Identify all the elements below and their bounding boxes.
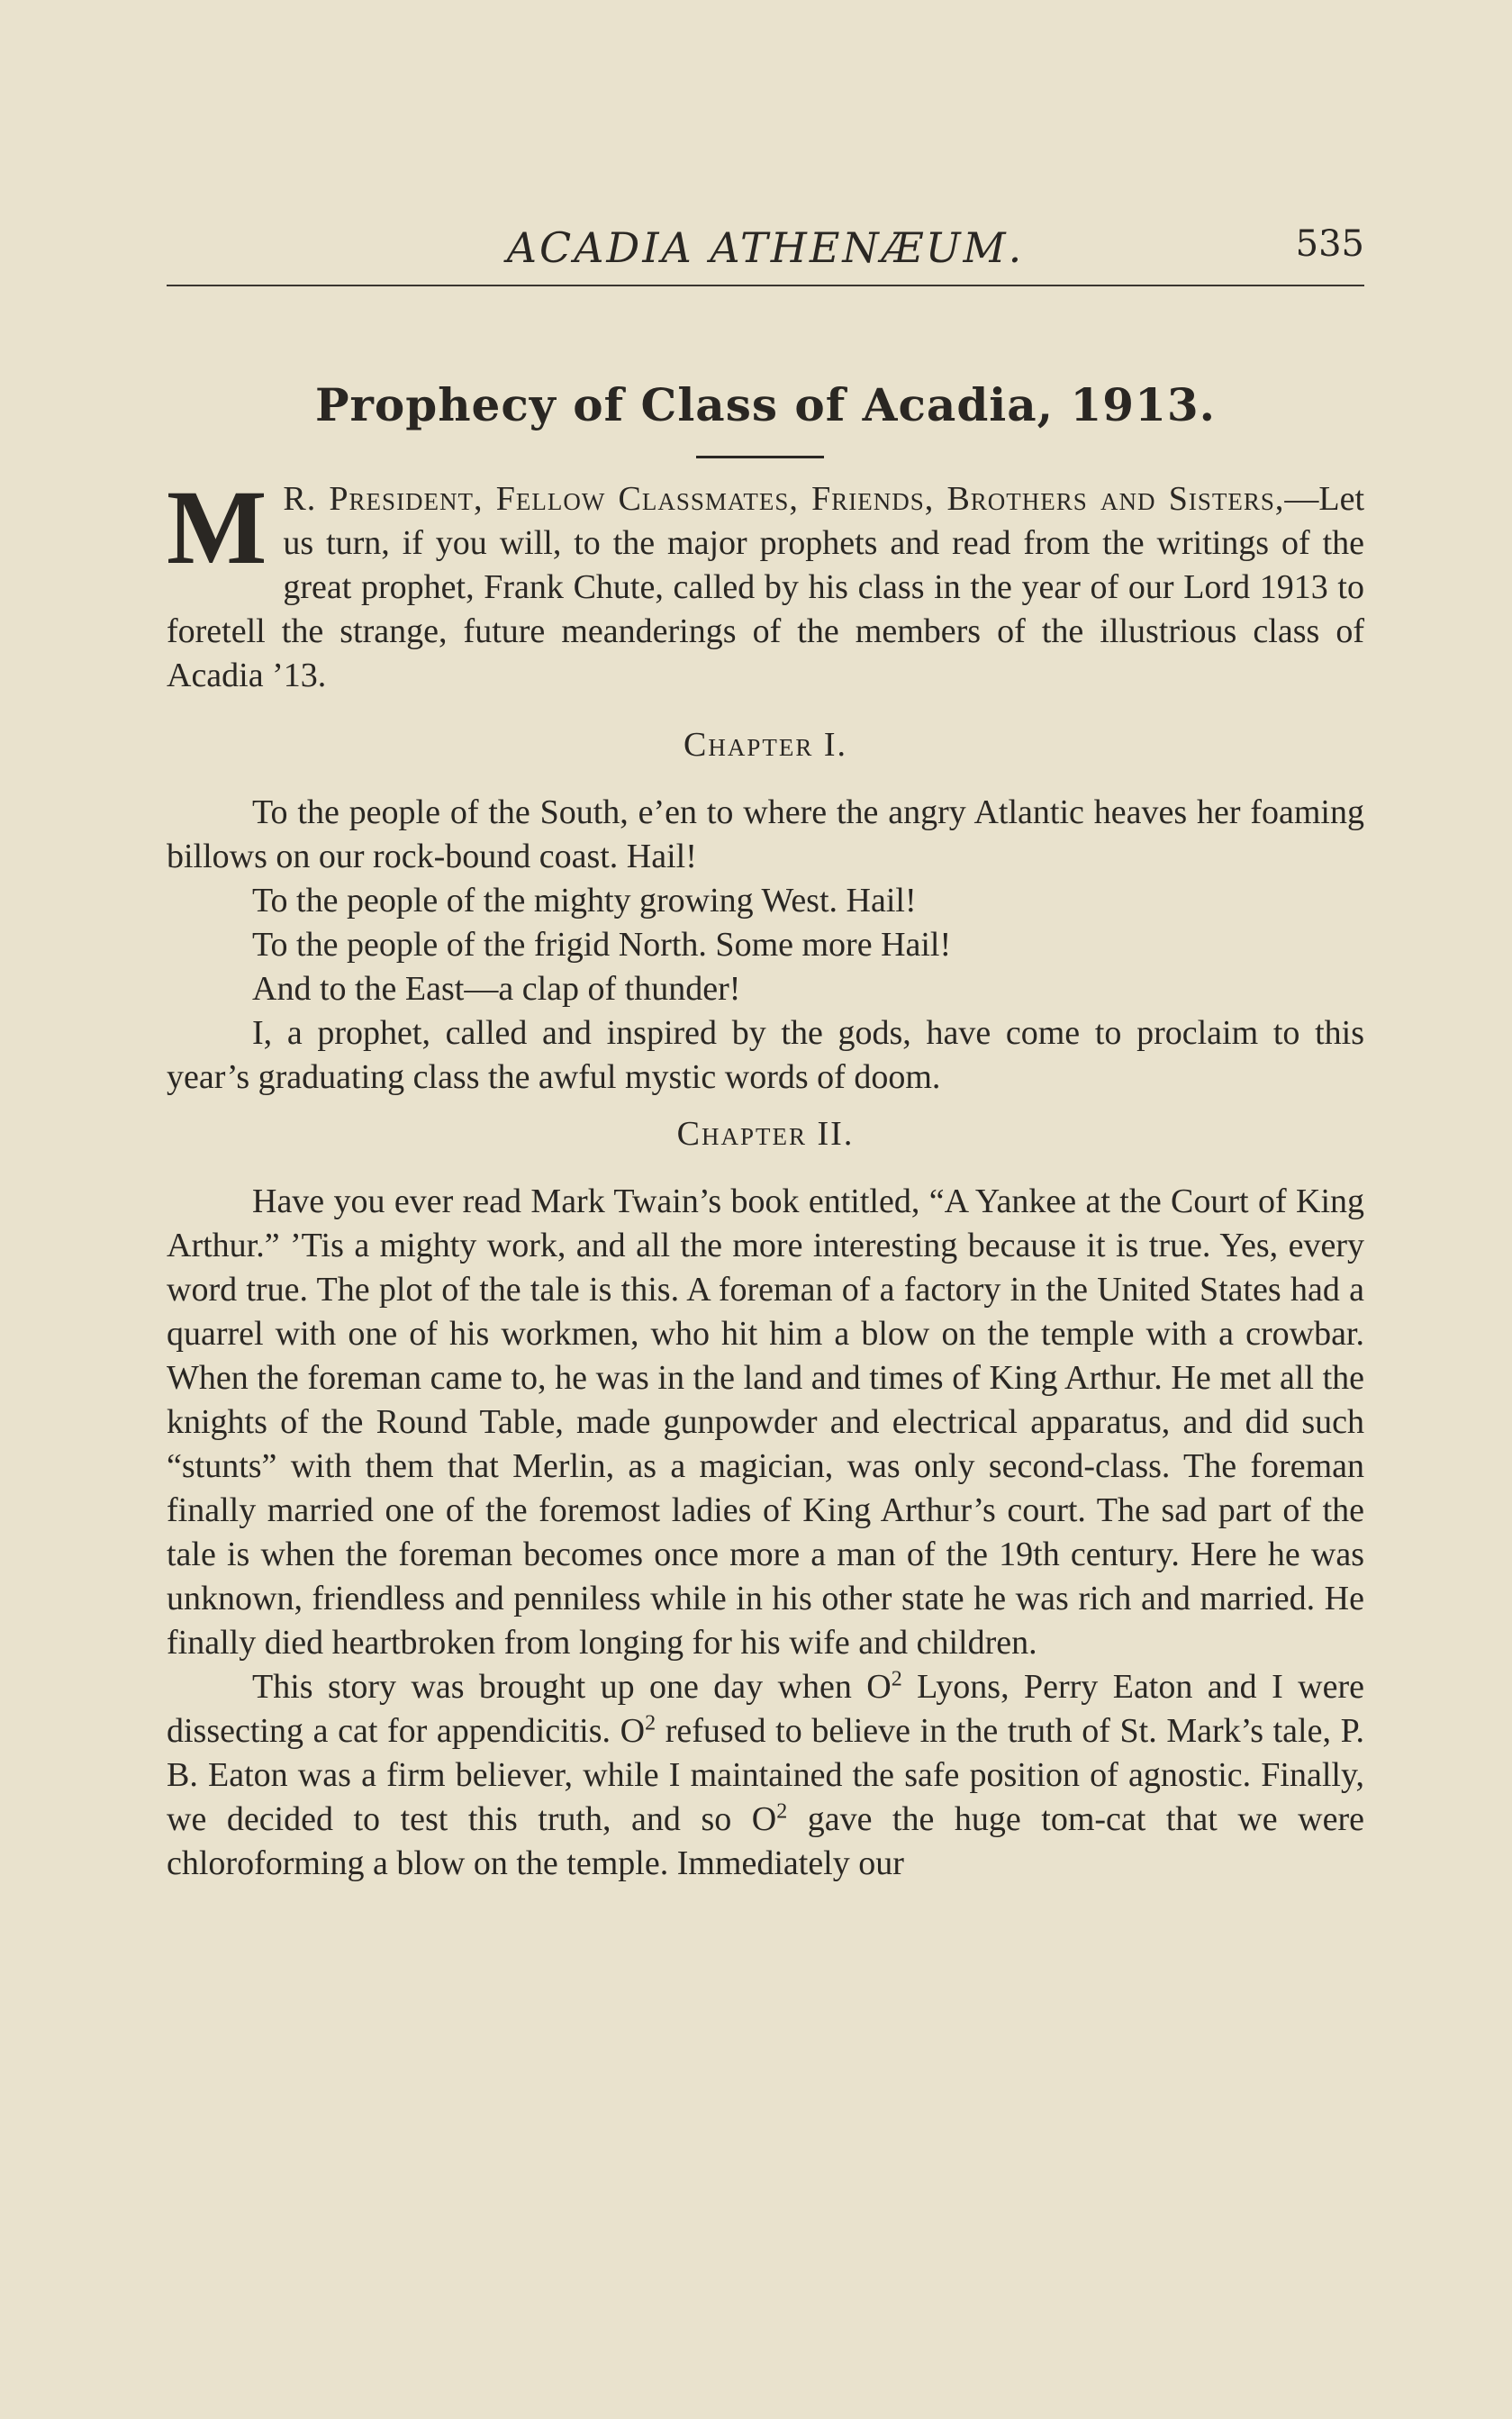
text-run: This story was brought up one day when O <box>252 1668 892 1706</box>
chapter-2-paragraph: Have you ever read Mark Twain’s book entitled, “A Yankee at the Court of King Arthur.” ’Tis a mighty work, and all the more interesting because it is true. Yes, every word true. The plot of the tale is this. A foreman of a factory in the United States had a quarrel with one of his workmen, who hit him a blow on the temple with a crowbar. When the foreman came to, he was in the land and times of King Arthur. He met all the knights of the Round Table, made gunpowder and electrical apparatus, and did such “stunts” with them that Merlin, as a magician, was only second-class. The foreman finally married one of the foremost ladies of King Arthur’s court. The sad part of the tale is when the foreman becomes once more a man of the 19th century. Here he was unknown, friendless and penniless while in his other state he was rich and married. He finally died heartbroken from longing for his wife and children. <box>167 1182 1364 1662</box>
opening-text: —Let us turn, if you will, to the major prophets and read from the writings of the great prophet, Frank Chute, called by his class in the year of our Lord 1913 to foretell the strange, future meanderings of the members of the illustrious class of Acadia ’13. <box>167 480 1364 694</box>
superscript: 2 <box>776 1799 788 1824</box>
opening-caps: R. President, Fellow Classmates, Friends, Brothers and Sisters, <box>283 480 1285 518</box>
chapter-1-paragraph: To the people of the frigid North. Some more Hail! <box>252 926 952 964</box>
text-run: refused to believe in the truth of St. Mark’s tale, P. B. Eaton was a firm believer, while I maintained the safe position of agnostic. Finally, we decided to test this truth, and so O <box>167 1712 1364 1838</box>
text-run: Lyons, Perry Eaton and I were dissecting a cat for appendicitis. O <box>167 1668 1364 1750</box>
running-header <box>167 214 1364 286</box>
chapter-1-paragraph: To the people of the mighty growing West. Hail! <box>252 882 917 920</box>
chapter-2-paragraph <box>167 1665 1364 1886</box>
chapter-1-paragraph: To the people of the South, e’en to where the angry Atlantic heaves her foaming billows on our rock-bound coast. Hail! <box>167 793 1364 875</box>
text-run: gave the huge tom-cat that we were chloroforming a blow on the temple. Immediately our <box>167 1800 1364 1882</box>
chapter-2-heading: Chapter II. <box>676 1115 855 1153</box>
chapter-1-paragraph: I, a prophet, called and inspired by the gods, have come to proclaim to this year’s graduating class the awful mystic words of doom. <box>167 1014 1364 1096</box>
opening-paragraph <box>167 468 1364 698</box>
header-rule <box>167 285 1364 286</box>
superscript: 2 <box>645 1711 656 1735</box>
page-number: 535 <box>1295 223 1364 265</box>
chapter-1-heading: Chapter I. <box>683 726 847 764</box>
article-body <box>167 468 1364 1886</box>
chapter-1-paragraph: And to the East—a clap of thunder! <box>252 970 741 1008</box>
title-rule <box>696 456 824 458</box>
journal-title: ACADIA ATHENÆUM. <box>506 223 1025 272</box>
drop-cap: M <box>167 468 267 586</box>
superscript: 2 <box>891 1667 902 1691</box>
article-title: Prophecy of Class of Acadia, 1913. <box>314 378 1217 431</box>
